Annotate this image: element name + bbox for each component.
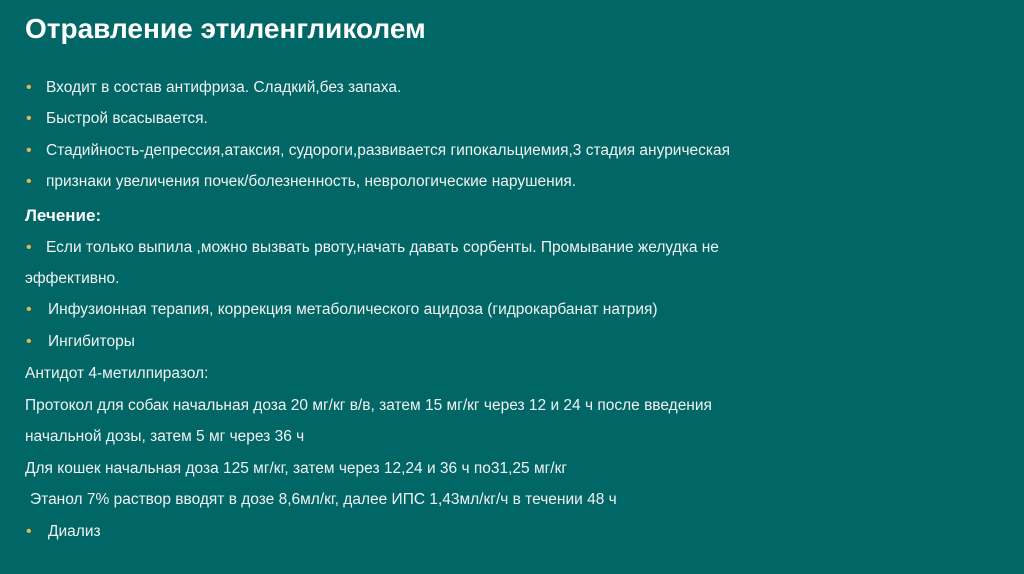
ethanol-line: Этанол 7% раствор вводят в дозе 8,6мл/кг, далее ИПС 1,43мл/кг/ч в течении 48 ч bbox=[30, 491, 617, 508]
treatment-item-dialysis: Диализ bbox=[48, 523, 101, 540]
bullet-icon: • bbox=[26, 239, 32, 256]
list-item: Быстрой всасывается. bbox=[46, 110, 208, 127]
bullet-icon: • bbox=[26, 173, 32, 190]
list-item: Стадийность-депрессия,атаксия, судороги,развивается гипокальциемия,3 стадия анурическая bbox=[46, 142, 731, 159]
treatment-item-vomiting-cont: эффективно. bbox=[25, 270, 120, 287]
treatment-heading: Лечение: bbox=[25, 206, 102, 225]
list-item: признаки увеличения почек/болезненность, неврологические нарушения. bbox=[46, 173, 577, 190]
treatment-item-infusion: Инфузионная терапия, коррекция метаболического ацидоза (гидрокарбанат натрия) bbox=[48, 301, 658, 318]
bullet-icon: • bbox=[26, 142, 32, 159]
slide-title: Отравление этиленгликолем bbox=[25, 13, 426, 44]
bullet-icon: • bbox=[26, 79, 32, 96]
bullet-icon: • bbox=[26, 523, 32, 540]
cats-protocol-line: Для кошек начальная доза 125 мг/кг, затем через 12,24 и 36 ч по31,25 мг/кг bbox=[25, 460, 568, 477]
treatment-item-inhibitors: Ингибиторы bbox=[48, 333, 135, 350]
dogs-protocol-line: Протокол для собак начальная доза 20 мг/кг в/в, затем 15 мг/кг через 12 и 24 ч после введения bbox=[25, 397, 712, 414]
antidote-line: Антидот 4-метилпиразол: bbox=[25, 365, 209, 382]
bullet-icon: • bbox=[26, 333, 32, 350]
bullet-icon: • bbox=[26, 110, 32, 127]
list-item: Входит в состав антифриза. Сладкий,без запаха. bbox=[46, 79, 402, 96]
treatment-item-vomiting: Если только выпила ,можно вызвать рвоту,начать давать сорбенты. Промывание желудка не bbox=[46, 239, 719, 256]
bullet-icon: • bbox=[26, 301, 32, 318]
dogs-protocol-line-cont: начальной дозы, затем 5 мг через 36 ч bbox=[25, 428, 305, 445]
